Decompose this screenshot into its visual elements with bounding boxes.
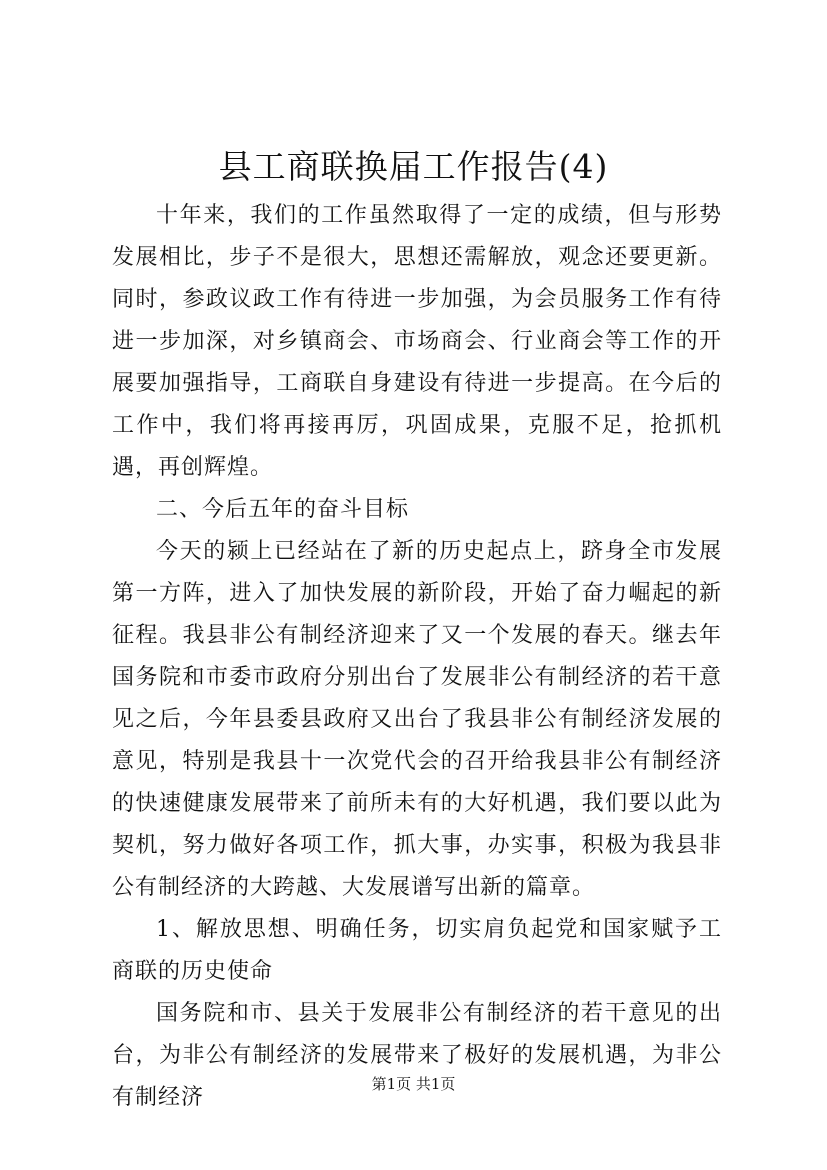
paragraph-summary: 十年来，我们的工作虽然取得了一定的成绩，但与形势发展相比，步子不是很大，思想还需解放，观念还要更新。同时，参政议政工作有待进一步加强，为会员服务工作有待进一步加深，对乡镇商会、市场商会、行业商会等工作的开展要加强指导，工商联自身建设有待进一步提高。在今后的工作中，我们将再接再厉，巩固成果，克服不足，抢抓机遇，再创辉煌。	[112, 203, 722, 480]
page-footer: 第1页 共1页	[371, 1075, 456, 1093]
paragraph-policy-opportunity: 国务院和市、县关于发展非公有制经济的若干意见的出台，为非公有制经济的发展带来了极好的发展机遇，为非公有制经济	[112, 1001, 722, 1110]
paragraph-new-start: 今天的颍上已经站在了新的历史起点上，跻身全市发展第一方阵，进入了加快发展的新阶段，开始了奋力崛起的新征程。我县非公有制经济迎来了又一个发展的春天。继去年国务院和市委市政府分别出台了发展非公有制经济的若干意见之后，今年县委县政府又出台了我县非公有制经济发展的意见，特别是我县十一次党代会的召开给我县非公有制经济的快速健康发展带来了前所未有的大好机遇，我们要以此为契机，努力做好各项工作，抓大事，办实事，积极为我县非公有制经济的大跨越、大发展谱写出新的篇章。	[112, 539, 722, 900]
section-heading-goals: 二、今后五年的奋斗目标	[156, 497, 410, 522]
document-body	[112, 195, 722, 1119]
document-title: 县工商联换届工作报告(4)	[218, 147, 609, 186]
subsection-heading-1: 1、解放思想、明确任务，切实肩负起党和国家赋予工商联的历史使命	[112, 917, 722, 984]
